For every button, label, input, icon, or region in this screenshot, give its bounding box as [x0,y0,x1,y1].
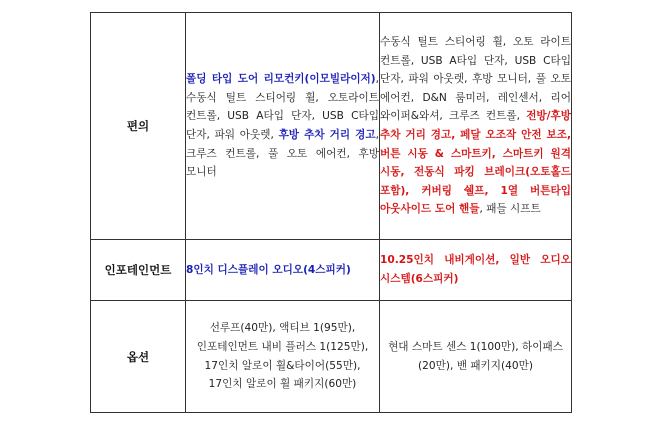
cell-text: , 패들 시프트 [479,203,541,216]
row-label: 편의 [91,13,186,240]
cell-text: , 크루즈 컨트롤, 풀 오토 에어컨, 후방 모니터 [186,129,379,179]
cell-text-highlight: 후방 추차 거리 경고 [278,129,376,141]
cell-text: , 수동식 틸트 스티어링 휠, 오토라이트 컨트롤, USB A타입 단자, USB C타입 단자, 파워 아웃렛, [186,73,379,141]
spec-comparison-table [90,12,572,413]
cell-text-highlight: 폴딩 타입 도어 리모컨키(이모빌라이저) [186,73,376,86]
cell-text-highlight: 전방/후방 추차 거리 경고, 페달 오조작 안전 보조, 버튼 시동 & 스마트키, 스마트키 원격 시동, 전동식 파킹 브레이크(오토홀드 포함), 커버링 쉘프, 1열 버튼타입 아웃사이드 도어 핸들 [380,110,571,216]
spec-cell-left [186,240,380,301]
cell-text: 수동식 틸트 스티어링 휠, 오토 라이트 컨트롤, USB A타입 단자, USB C타입 단자, 파워 아웃렛, 후방 모니터, 풀 오토 에어컨, D&N 룸미러, 레인센서, 리어 와이퍼&와셔, 크루즈 컨트롤, [380,36,571,123]
cell-text-highlight: 8인치 디스플레이 오디오(4스피커) [186,263,351,276]
row-label: 인포테인먼트 [91,240,186,301]
table-row-options [91,301,572,413]
spec-cell-right [380,13,572,240]
spec-cell-right [380,240,572,301]
cell-text: 선루프(40만), 액티브 1(95만), 인포테인먼트 내비 플러스 1(125만), 17인치 알로이 휠&타이어(55만), 17인치 알로이 휠 패키지(60만) [196,322,369,391]
spec-cell-left [186,13,380,240]
table-row-convenience [91,13,572,240]
spec-cell-right [380,301,572,413]
spec-cell-left [186,301,380,413]
cell-text-highlight: 10.25인치 내비게이션, 일반 오디오 시스템(6스피커) [380,254,571,285]
row-label: 옵션 [91,301,186,413]
cell-text: 현대 스마트 센스 1(100만), 하이패스(20만), 밴 패키지(40만) [388,340,563,372]
table-row-infotainment [91,240,572,301]
